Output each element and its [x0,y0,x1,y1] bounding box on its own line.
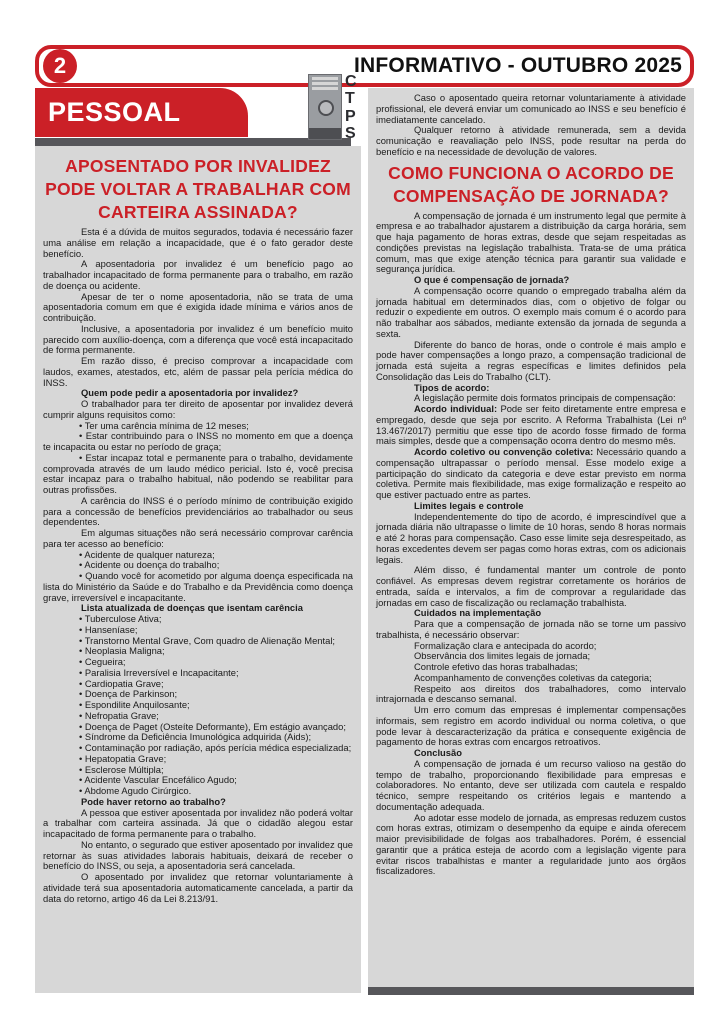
paragraph: Qualquer retorno à atividade remunerada, sem a devida comunicação e reavaliação pelo INSS, pode resultar na perda do benefício e na necessidade de devolução de valores. [376,124,686,157]
ctps-emblem-icon [318,100,334,116]
paragraph: Além disso, é fundamental manter um controle de ponto confiável. As empresas devem registrar corretamente os horários de entrada, saída e intervalos, a fim de comprovar a regularidade das jornadas em caso de fiscalização ou reclamação trabalhista. [376,564,686,608]
subhead: Quem pode pedir a aposentadoria por invalidez? [81,387,299,399]
bullet-item: • Hanseníase; [79,623,138,635]
ctps-booklet-image [308,74,364,144]
subhead: O que é compensação de jornada? [414,274,570,285]
ctps-letter: C [345,73,357,90]
bullet-item: • Cegueira; [79,656,126,667]
paragraph: Esta é a dúvida de muitos segurados, todavia é necessário fazer uma análise em relação a incapacidade, que é o fato gerador deste benefício. [43,226,353,259]
bullet-item: • Acidente Vascular Encefálico Agudo; [79,774,237,786]
subhead: Limites legais e controle [414,499,524,511]
paragraph: Apesar de ter o nome aposentadoria, não se trata de uma aposentadoria comum em que é exigida idade mínima e vários anos de contribuição. [43,290,353,323]
bullet-item: • Nefropatia Grave; [79,709,159,721]
bullet-item: • Acidente de qualquer natureza; [79,548,215,560]
subhead: Pode haver retorno ao trabalho? [81,795,226,807]
bullet-item: • Contaminação por radiação, após perícia médica especializada; [79,742,352,753]
paragraph: Inclusive, a aposentadoria por invalidez é um benefício muito parecido com auxílio-doença, com a diferença que você está incapacitado de forma permanente. [43,322,353,356]
paragraph: Controle efetivo das horas trabalhadas; [414,661,578,672]
paragraph-lead: Acordo individual: Pode ser feito diretamente entre empresa e empregado, desde que seja por escrito. A Reforma Trabalhista (Lei nº 13.467/2017) permitiu que esse tipo de acordo fosse firmado de forma mais simples, desde que a compensação ocorra dentro do mesmo mês. [376,403,686,447]
paragraph: No entanto, o segurado que estiver aposentado por invalidez que retornar às suas atividades laborais habituais, deixará de receber o benefício do INSS, ou seja, a aposentadoria será cancelada. [43,838,353,872]
article-title: APOSENTADO POR INVALIDEZ PODE VOLTAR A TRABALHAR COM CARTEIRA ASSINADA? [45,156,351,222]
section-tab-pessoal [35,88,248,137]
paragraph: A compensação de jornada é um instrumento legal que permite à empresa e ao trabalhador ajustarem a distribuição da carga horária, sem que haja pagamento de horas extras, desde que sejam respeitadas as condições previstas na legislação trabalhista. Trata-se de uma prática comum, mas que exige atenção técnica para garantir sua validade e segurança jurídica. [376,209,686,275]
ctps-letter: S [345,124,356,142]
paragraph: Em algumas situações não será necessário comprovar carência para ter acesso ao benefício: [43,527,353,549]
bullet-item: • Doença de Paget (Osteíte Deformante), Em estágio avançado; [79,720,346,732]
ctps-cover-band [309,128,341,139]
article-end-bar [368,987,694,995]
bullet-item: • Hepatopatia Grave; [79,752,167,764]
bullet-item: • Estar incapaz total e permanente para o trabalho, devidamente comprovada através de um laudo médico pericial. Isto é, você precisa estar incapaz para o trabalho habitual, não podendo se reabilitar para outras profissões. [43,451,353,495]
paragraph: Um erro comum das empresas é implementar compensações informais, sem registro em acordo individual ou norma coletiva, o que pode levar à descaracterização da prática e consequente exigência de pagamento de horas extras com encargos retroativos. [376,704,686,748]
paragraph: A legislação permite dois formatos principais de compensação: [414,392,676,404]
paragraph: Para que a compensação de jornada não se torne um passivo trabalhista, é necessário observar: [376,618,686,640]
paragraph: Ao adotar esse modelo de jornada, as empresas reduzem custos com horas extras, otimizam o desempenho da equipe e ainda oferecem maior previsibilidade de folgas aos trabalhadores. Porém, é essencial garantir que a prática esteja de acordo com a legislação vigente para evitar riscos trabalhistas e manter a regularidade junto aos órgãos fiscalizadores. [376,811,686,877]
paragraph: O aposentado por invalidez que retornar voluntariamente à atividade terá sua aposentadoria automaticamente cancelada, a partir da data do retorno, artigo 46 da Lei 8.213/91. [43,871,353,904]
right-column-article [368,88,694,987]
paragraph: A carência do INSS é o período mínimo de contribuição exigido para a concessão de benefícios previdenciários ao trabalhador ou seus dependentes. [43,494,353,528]
bullet-item: • Esclerose Múltipla; [79,763,164,775]
paragraph: A pessoa que estiver aposentada por invalidez não poderá voltar a trabalhar com carteira assinada. Já que o cidadão alegou estar incapacitado de forma permanente para o trabalho. [43,806,353,839]
bullet-item: • Abdome Agudo Cirúrgico. [79,785,192,796]
paragraph: A aposentadoria por invalidez é um benefício pago ao trabalhador incapacitado de forma permanente para o trabalho, em razão de doença ou acidente. [43,258,353,291]
paragraph: Independentemente do tipo de acordo, é imprescindível que a jornada diária não ultrapasse o limite de 10 horas, sendo 8 horas normais e até 2 horas para compensação. Caso esse limite seja desrespeitado, as horas excedentes devem ser pagas como horas extras, com os adicionais legais. [376,510,686,565]
bullet-item: • Neoplasia Maligna; [79,645,165,657]
article-title: COMO FUNCIONA O ACORDO DE COMPENSAÇÃO DE JORNADA? [388,162,674,206]
paragraph-lead: Acordo coletivo ou convenção coletiva: Necessário quando a compensação ultrapassar o período mensal. Esse modelo exige a participação do sindicato da categoria e deve estar previsto em norma coletiva. Permite mais flexibilidade, mas exige formalização e respeito ao que estiver pactuado entre as partes. [376,446,686,500]
paragraph: Caso o aposentado queira retornar voluntariamente à atividade profissional, ele deverá enviar um comunicado ao INSS e seu benefício é imediatamente cancelado. [376,92,686,125]
section-tab-label: PESSOAL [48,97,181,127]
paragraph: Diferente do banco de horas, onde o controle é mais amplo e pode haver compensações a longo prazo, a compensação tradicional de jornada está sujeita a regras específicas e limites definidos pela Consolidação das Leis do Trabalho (CLT). [376,338,686,382]
bullet-item: • Espondilite Anquilosante; [79,699,190,710]
bullet-item: • Cardiopatia Grave; [79,677,164,689]
paragraph: A compensação ocorre quando o empregado trabalha além da jornada habitual em determinados dias, com o objetivo de folgar ou reduzir o expediente em outros. O exemplo mais comum é o acordo para não trabalhar aos sábados, mediante extensão da jornada de segunda a sexta. [376,284,686,339]
masthead [35,45,694,87]
bullet-item: • Acidente ou doença do trabalho; [79,559,220,571]
paragraph: A compensação de jornada é um recurso valioso na gestão do tempo de trabalho, proporcionando flexibilidade para empresas e colaboradores. No entanto, deve ser utilizada com cautela e respaldo técnico, sempre respeitando os critérios legais e mantendo a documentação adequada. [376,757,686,812]
subhead: Conclusão [414,747,462,758]
section-rule-bar [35,138,351,146]
paragraph: Formalização clara e antecipada do acordo; [414,639,597,651]
paragraph: O trabalhador para ter direito de aposentar por invalidez deverá cumprir alguns requisitos como: [43,398,353,420]
paragraph: Respeito aos direitos dos trabalhadores, como intervalo intrajornada e descanso semanal. [376,682,686,705]
ctps-cover [308,74,342,140]
subhead: Tipos de acordo: [414,381,490,393]
bullet-item: • Síndrome da Deficiência Imunológica adquirida (Aids); [79,731,312,743]
paragraph: Observância dos limites legais de jornada; [414,650,591,662]
paragraph: Em razão disso, é preciso comprovar a incapacidade com laudos, exames, atestados, etc, além de passar pela perícia médica do INSS. [43,355,353,388]
bullet-item: • Doença de Parkinson; [79,688,178,700]
subhead: Cuidados na implementação [414,607,542,619]
subhead: Lista atualizada de doenças que isentam carência [81,602,303,614]
paragraph: Acompanhamento de convenções coletivas da categoria; [414,671,652,683]
ctps-letter: T [345,90,355,108]
masthead-title: INFORMATIVO - OUTUBRO 2025 [353,54,682,77]
bullet-item: • Estar contribuindo para o INSS no momento em que a doença te incapacita ou estar no período de graça; [43,430,353,452]
bullet-item: • Tuberculose Ativa; [79,613,162,624]
ctps-letter: P [345,107,356,125]
bullet-item: • Paralisia Irreversível e Incapacitante; [79,666,239,678]
bullet-item: • Transtorno Mental Grave, Com quadro de Alienação Mental; [79,634,336,646]
page-number-badge: 2 [43,49,77,83]
bullet-item: • Ter uma carência mínima de 12 meses; [79,419,249,431]
bullet-item: • Quando você for acometido por alguma doença especificada na lista do Ministério da Saúde e do Trabalho e da Previdência como doença grave, irreversível e incapacitante. [43,570,353,603]
ctps-letters [345,74,357,142]
left-column-article [35,146,361,993]
